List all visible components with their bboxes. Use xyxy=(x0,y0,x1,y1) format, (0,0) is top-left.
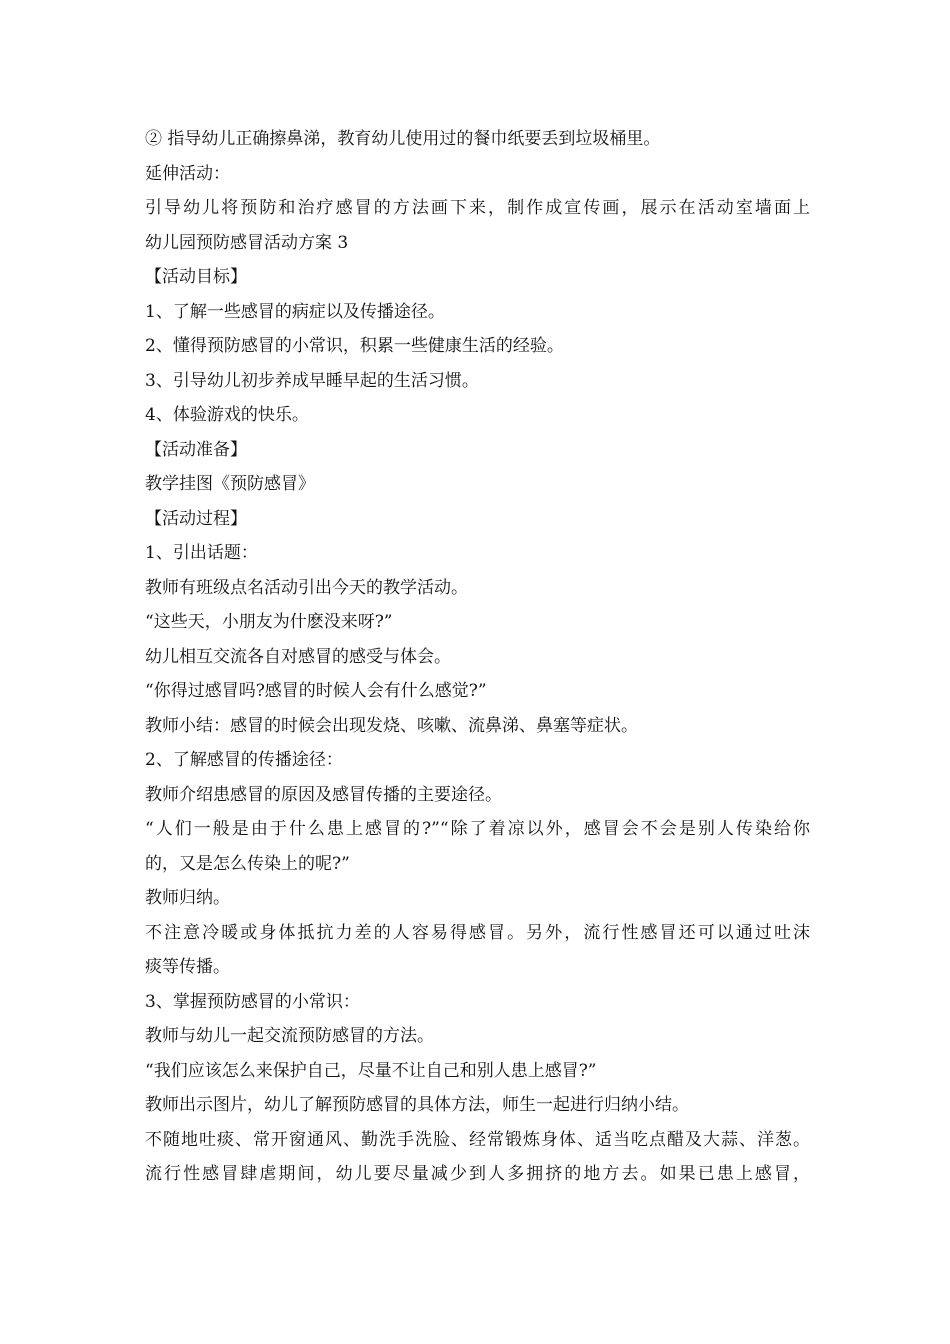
text-line: 延伸活动： xyxy=(145,163,230,184)
section-heading: 【活动过程】 xyxy=(145,508,247,529)
section-heading: 【活动目标】 xyxy=(145,267,247,287)
list-item: 1、了解一些感冒的病症以及传播途径。 xyxy=(145,301,445,322)
step-heading: 3、掌握预防感冒的小常识： xyxy=(145,991,360,1012)
document-body xyxy=(145,122,810,1192)
text-line: 幼儿相互交流各自对感冒的感受与体会。 xyxy=(145,646,451,667)
list-item: 2、懂得预防感冒的小常识，积累一些健康生活的经验。 xyxy=(145,336,564,356)
quote-line: “这些天，小朋友为什麽没来呀?” xyxy=(145,612,393,632)
text-line: 引导幼儿将预防和治疗感冒的方法画下来，制作成宣传画，展示在活动室墙面上 xyxy=(145,198,810,218)
quote-line: 的，又是怎么传染上的呢?” xyxy=(145,853,350,874)
section-title: 幼儿园预防感冒活动方案 3 xyxy=(145,232,349,253)
quote-line: “我们应该怎么来保护自己，尽量不让自己和别人患上感冒?” xyxy=(145,1060,597,1081)
section-heading: 【活动准备】 xyxy=(145,439,247,460)
text-line: 教师小结：感冒的时候会出现发烧、咳嗽、流鼻涕、鼻塞等症状。 xyxy=(145,715,638,736)
text-line: 不随地吐痰、常开窗通风、勤洗手洗脸、经常锻炼身体、适当吃点醋及大蒜、洋葱。 xyxy=(145,1129,810,1150)
list-item: 4、体验游戏的快乐。 xyxy=(145,405,309,425)
quote-line: “你得过感冒吗?感冒的时候人会有什么感觉?” xyxy=(145,681,487,701)
step-heading: 1、引出话题： xyxy=(145,543,258,563)
text-line: 教师归纳。 xyxy=(145,888,230,908)
text-line: 教学挂图《预防感冒》 xyxy=(145,474,315,494)
text-line: 不注意冷暖或身体抵抗力差的人容易得感冒。另外，流行性感冒还可以通过吐沫 xyxy=(145,922,810,943)
text-line: 流行性感冒肆虐期间，幼儿要尽量减少到人多拥挤的地方去。如果已患上感冒， xyxy=(145,1164,810,1184)
text-line: 教师与幼儿一起交流预防感冒的方法。 xyxy=(145,1026,434,1046)
text-line: 教师出示图片，幼儿了解预防感冒的具体方法，师生一起进行归纳小结。 xyxy=(145,1095,689,1115)
list-item: 3、引导幼儿初步养成早睡早起的生活习惯。 xyxy=(145,370,479,391)
text-line: ② 指导幼儿正确擦鼻涕，教育幼儿使用过的餐巾纸要丢到垃圾桶里。 xyxy=(145,129,661,149)
text-line: 教师介绍患感冒的原因及感冒传播的主要途径。 xyxy=(145,784,502,805)
text-line: 痰等传播。 xyxy=(145,957,230,977)
step-heading: 2、了解感冒的传播途径： xyxy=(145,750,343,770)
quote-line: “人们一般是由于什么患上感冒的?”“除了着凉以外，感冒会不会是别人传染给你 xyxy=(145,819,810,839)
text-line: 教师有班级点名活动引出今天的教学活动。 xyxy=(145,577,468,598)
